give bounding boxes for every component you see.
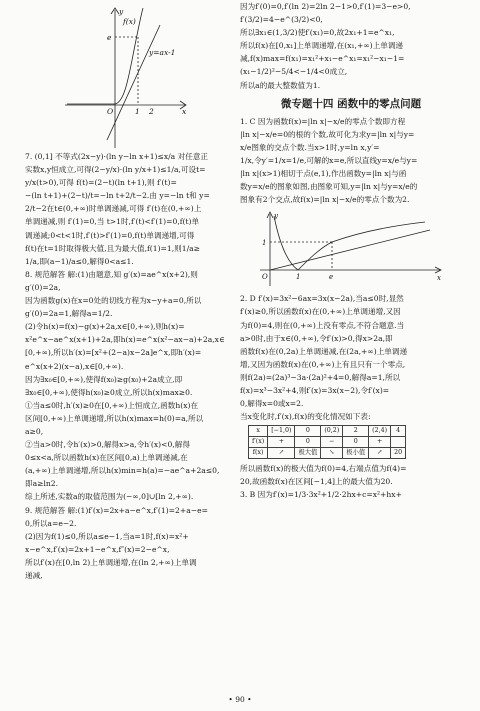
text-line: ①当a≤0时,h′(x)≥0在[0,+∞)上恒成立,函数h(x)在 [25,400,199,410]
left-column [25,0,230,582]
text-line: (a,+∞)上单调递增,所以h(x)min=h(a)=−ae^a+2a≤0, [25,466,220,476]
text-line: [0,+∞),所以h′(x)=[x²+(2−a)x−2a]e^x,即h′(x)= [25,348,202,358]
text-line: g′(0)=2a, [25,282,61,292]
text-line: 8. 规范解答 解:(1)由题意,知 g′(x)=ae^x(x+2),则 [25,269,198,279]
text-line: 3. B 因为f′(x)=1/3·3x²+1/2·2hx+c=x²+hx+ [240,490,402,500]
section-title: 微专题十四 函数中的零点问题 [280,97,422,110]
text-line: |ln x|(x>1)相切于点(e,1),作出函数y=|ln x|与函 [240,169,407,179]
table-cell: 0 [295,426,321,437]
graph-label: x [182,107,187,116]
text-line: 为f(0)=4,则在(0,+∞)上没有零点,不符合题意.当 [240,320,405,330]
table-cell: 0 [295,437,321,448]
graph-label: y [274,212,278,221]
text-line: 0,解得x=0或x=2. [240,399,304,409]
text-line: (2)因为f(1)≤0,所以a≤e−1,当a=1时,f(x)=x²+ [25,531,189,541]
text-line: 实数x,y恒成立,可得(2−y/x)·(ln y/x+1)≤1/a,可设t= [25,165,206,175]
text-line: a>0时,由于x∈(0,+∞),令f′(x)>0,得x>2a,即 [240,333,393,343]
table-cell: 4 [391,426,406,437]
text-line: 因为函数g(x)在x=0处的切线方程为x−y+a=0,所以 [25,296,202,306]
table-cell: + [369,437,391,448]
text-line: 0,所以a=e−2. [25,518,77,528]
text-line: 因为f′(0)=0,f′(ln 2)=2ln 2−1>0,f′(1)=3−e>0, [240,2,411,11]
table-cell: + [268,437,295,448]
table-cell: f′(x) [249,437,268,448]
text-line: 因为∃x₀∈[0,+∞),使得f(x₀)≥g(x₀)+2a成立,即 [25,374,183,384]
text-line: f′(3/2)=4−e^(3/2)<0, [240,15,323,25]
right-column [240,0,462,502]
graph-label: O [262,273,268,282]
text-line: 0≤x<a,所以函数h(x)在区间[0,a)上单调递减,在 [25,453,188,463]
text-line: x/e图象的交点个数.当x>1时,y=ln x,y′= [240,142,380,152]
text-line: 调递减;0<t<1时,f′(t)>f′(1)=0,f(t)单调递增,可得 [25,230,195,240]
graph-label: e [329,273,334,282]
text-line: 函数f(x)在(0,2a)上单调递减,在(2a,+∞)上单调递 [240,346,408,356]
text-line: −(ln t+1)+(2−t)/t=−ln t+2/t−2.由 y=−ln t和 y= [25,191,210,201]
graph-label: 1 [262,239,267,248]
text-line: 减,f(x)max=f(x₁)=x₁²+x₁−e^x₁=x₁²−x₁−1= [240,54,405,64]
text-line: 9. 规范解答 解:(1)f′(x)=2x+a−e^x,f′(1)=2+a−e= [25,505,208,515]
text-line: 图象有2个交点,故f(x)=|ln x|−x/e的零点个数为2. [240,195,410,205]
text-line: 数y=x/e的图象如图,由图象可知,y=|ln x|与y=x/e的 [240,182,418,192]
text-line: y/x(t>0),可得 f(t)=(2−t)(ln t+1),则 f′(t)= [25,178,177,188]
table-cell: 20 [391,448,406,459]
text-line: 2. D f′(x)=3x²−6ax=3x(x−2a),当a≤0时,显然 [240,294,404,304]
text-line: f(x)=x³−3x²+4,则f′(x)=3x(x−2),令f′(x)= [240,385,390,395]
text-line: g′(0)=2a=1,解得a=1/2. [25,309,113,319]
text-line: 1/x,令y′=1/x=1/e,可解的x=e,所以直线y=x/e与y= [240,155,418,165]
table-cell [391,437,406,448]
graph-label: y [119,7,124,16]
text-line: 则f(2a)=(2a)³−3a·(2a)²+4=0,解得a=1,所以 [240,372,401,382]
text-line: ∃x₀∈[0,+∞),使得h(x₀)≥0成立,所以h(x)max≥0. [25,387,193,397]
text-line: x²e^x−ae^x(x+1)+2a,即h(x)=e^x(x²−ax−a)+2a,x∈ [25,335,225,345]
text-line: f′(x)≥0,所以函数f(x)在(0,+∞)上单调递增,又因 [240,307,401,317]
text-line: 所以f′(x)在[0,ln 2)上单调递增,在(ln 2,+∞)上单调 [25,557,197,567]
text-line: 7. (0,1] 不等式(2x−y)·(ln y−ln x+1)≤x/a 对任意正 [25,152,209,161]
graph-label: 1 [135,107,140,116]
text-line: 综上所述,实数a的取值范围为(−∞,0]∪[ln 2,+∞). [25,492,194,502]
text-line: 增,又因为函数f(x)在(0,+∞)上有且只有一个零点, [240,359,406,369]
graph-label: O [107,107,114,116]
table-cell: [−1,0) [268,426,295,437]
text-line: x−e^x,f′(x)=2x+1−e^x,f″(x)=2−e^x, [25,544,170,554]
table-cell: 极大值 [295,448,321,459]
text-line: 单调递减,则 f′(1)=0,当 t>1时,f′(t)<f′(1)=0,f(t)单 [25,217,200,227]
graph-label: 2 [149,107,154,116]
function-graph-figure [25,0,230,150]
right-mid-text [240,115,462,207]
text-line: 即a≥ln2. [25,479,59,489]
page-number: • 90 • [228,695,252,704]
table-cell: 2 [343,426,369,437]
right-after-text [240,292,462,423]
text-line: 1/a,即(a−1)/a≤0,解得0<a≤1. [25,256,134,266]
text-line: 2/t−2在t∈(0,+∞)时单调递减,可得 f′(t)在(0,+∞)上 [25,204,202,214]
text-line: 1. C 因为函数f(x)=|ln x|−x/e的零点个数即方程 [240,116,406,126]
graph-label: y=ax-1 [149,48,176,57]
text-line: 所以f(x)在[0,x₁]上单调递增,在(x₁,+∞)上单调递 [240,41,404,51]
text-line: f(t)在t=1时取得极大值,且为最大值,f(1)=1,则1/a≥ [25,243,201,253]
table-cell: (2,4) [369,426,391,437]
text-line: 20,故函数f(x)在区间[−1,4]上的最大值为20. [240,477,393,487]
abs-ln-curve [274,216,425,270]
text-line: |ln x|−x/e=0的根的个数,故可化为求y=|ln x|与y= [240,129,415,139]
text-line: 所以函数f(x)的极大值为f(0)=4,右端点值为f(4)= [240,464,407,474]
graph-label: e [107,33,112,42]
ln-graph-figure [240,208,462,290]
graph-label: 1 [296,273,301,282]
text-line: 当x变化时,f′(x),f(x)的变化情况如下表: [240,412,371,422]
table-cell: x [249,426,268,437]
text-line: 所以∃x₁∈(1,3/2)使f′(x₁)=0,故2x₁+1=e^x₁, [240,28,395,38]
text-line: (2)令h(x)=f(x)−g(x)+2a,x∈[0,+∞),则h(x)= [25,322,185,332]
text-line: (x₁−1/2)²−5/4<−1/4<0成立, [240,67,348,77]
text-line: 所以a的最大整数值为1. [240,80,321,90]
table-cell: − [321,437,343,448]
text-line: ②当a>0时,令h′(x)>0,解得x>a,令h′(x)<0,解得 [25,440,190,450]
right-end-text [240,462,462,501]
variation-table [248,425,406,459]
text-line: 区间[0,+∞)上单调递增,所以h(x)max=h(0)=a,所以 [25,413,204,423]
left-text-block [25,150,230,582]
table-cell: 0 [343,437,369,448]
table-cell: ↗ [268,448,295,459]
table-cell: 极小值 [343,448,369,459]
table-cell: (0,2) [321,426,343,437]
text-line: 递减, [25,571,43,580]
right-top-text [240,0,462,92]
table-cell: ↗ [369,448,391,459]
text-line: e^x(x+2)(x−a),x∈[0,+∞). [25,361,124,371]
table-cell: f(x) [249,448,268,459]
text-line: a≥0, [25,426,44,436]
table-row [249,437,406,448]
table-row [249,426,406,437]
graph-label: x [437,274,441,283]
table-row [249,448,406,459]
graph-label: f(x) [123,17,136,26]
table-cell: ↘ [321,448,343,459]
